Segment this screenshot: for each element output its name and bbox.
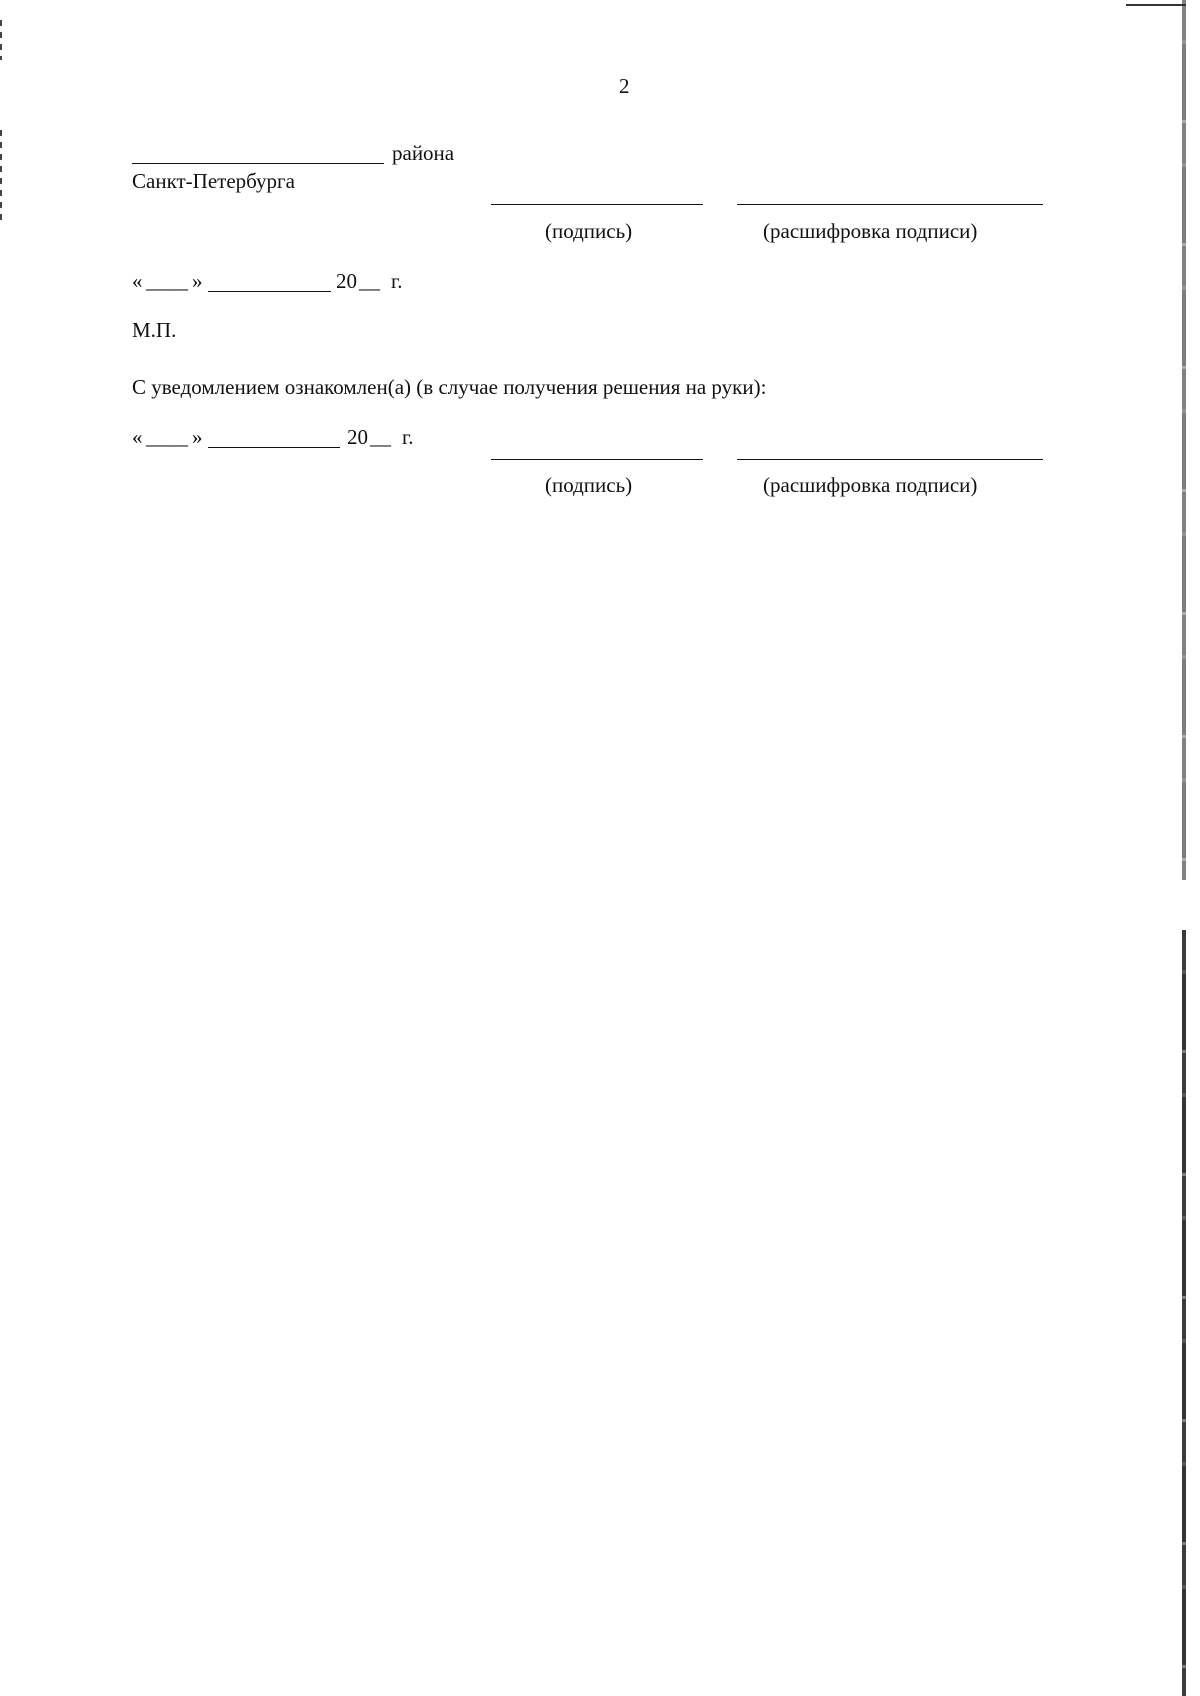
- date-year-blank: __: [359, 269, 380, 293]
- scan-edge-artifact: [1182, 0, 1186, 880]
- signature-decoding-caption: (расшифровка подписи): [763, 219, 978, 243]
- date-year-blank: __: [370, 425, 391, 449]
- date-year-prefix: 20: [336, 269, 357, 293]
- signature-caption: (подпись): [545, 473, 633, 497]
- date-day-blank: ____: [146, 425, 188, 449]
- date-close-quote: »: [192, 269, 203, 293]
- date-open-quote: «: [132, 425, 143, 449]
- signature-decoding-line: [737, 204, 1043, 205]
- acknowledgement-text: С уведомлением ознакомлен(а) (в случае получения решения на руки):: [132, 375, 767, 399]
- date-year-prefix: 20: [347, 425, 368, 449]
- signature-decoding-caption: (расшифровка подписи): [763, 473, 978, 497]
- district-suffix: района: [392, 141, 455, 165]
- district-name-blank: [132, 163, 384, 164]
- date-year-suffix: г.: [391, 269, 403, 293]
- scan-edge-artifact: [1126, 4, 1186, 6]
- scan-edge-artifact: [0, 20, 2, 60]
- date-month-blank: [208, 291, 331, 292]
- scan-edge-artifact: [0, 130, 2, 220]
- city-name: Санкт-Петербурга: [132, 169, 295, 193]
- signature-caption: (подпись): [545, 219, 633, 243]
- scan-edge-artifact: [1182, 930, 1186, 1696]
- date-month-blank: [208, 447, 340, 448]
- date-day-blank: ____: [146, 269, 188, 293]
- stamp-place-label: М.П.: [132, 318, 177, 342]
- signature-decoding-line: [737, 459, 1043, 460]
- date-year-suffix: г.: [402, 425, 414, 449]
- signature-line: [491, 459, 703, 460]
- date-close-quote: »: [192, 425, 203, 449]
- signature-line: [491, 204, 703, 205]
- date-open-quote: «: [132, 269, 143, 293]
- page-number: 2: [619, 74, 630, 98]
